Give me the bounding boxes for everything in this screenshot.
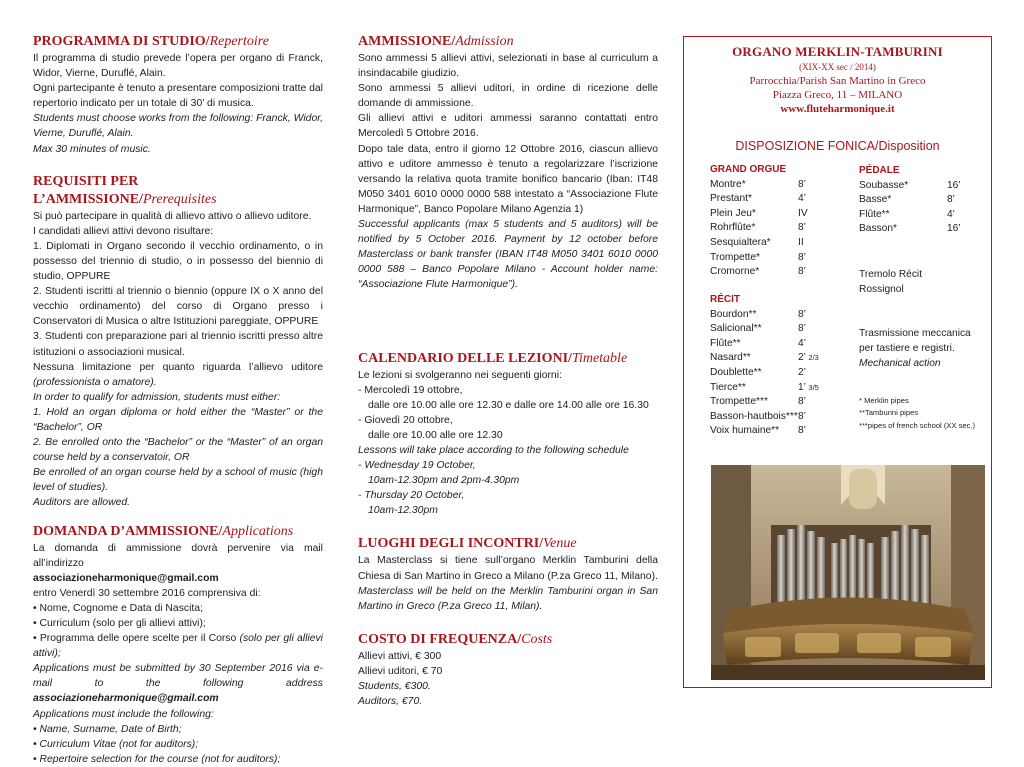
grand-orgue-title: GRAND ORGUE [710,164,787,175]
pedale-list [859,164,984,237]
app-line: entro Venerdì 30 settembre 2016 comprensiva di: [33,587,261,599]
app-bullet: • Programma delle opere scelte per il Corso (solo per gli allievi attivi); [33,633,323,660]
cal-en-line: - Wednesday 19 October, [358,460,476,472]
study-line: Ogni partecipante è tenuto a presentare composizioni tratte dal repertorio indicato per un totale di 30’ di musica. [33,83,323,110]
tremolo-label: Tremolo Récit [859,269,923,280]
disposition-heading: DISPOSIZIONE FONICA/Disposition [735,139,940,153]
organ-photo [711,465,985,680]
cal-line: dalle ore 10.00 alle ore 12.30 e dalle ore 14.00 alle ore 16.30 [368,399,649,411]
app-en-bullet: • Curriculum Vitae (not for auditors); [33,738,199,750]
cal-en-line: 10am-12.30pm and 2pm-4.30pm [368,475,520,487]
app-en-line: Applications must include the following: [33,708,214,720]
app-line: La domanda di ammissione dovrà pervenire via mail all’indirizzo [33,542,323,569]
recit-list [710,293,850,439]
cost-en-line: Auditors, €70. [358,696,423,708]
req-line: Si può partecipare in qualità di allievo attivo o allievo uditore. [33,210,312,222]
pipe-notes [859,395,975,432]
req-line: 1. Diplomati in Organo secondo il vecchio ordinamento, o in possesso del triennio di studio, o in possesso del biennio di studio, OPPURE [33,240,323,283]
venue-heading: LUOGHI DEGLI INCONTRI/Venue [358,536,577,552]
organ-parish: Parrocchia/Parish San Martino in Greco [749,75,926,87]
stop-row: Basson* 16’ [859,223,961,235]
note-line: ***pipes of french school (XX sec.) [859,420,976,430]
stop-row: Bourdon** 8’ [710,308,806,320]
study-heading: PROGRAMMA DI STUDIO/Repertoire [33,34,269,49]
app-bullet: • Curriculum (solo per gli allievi attivi); [33,618,206,629]
stop-row: Flûte** 4’ [859,208,955,220]
mechanics-note [859,326,971,371]
stop-row: Soubasse* 16’ [859,179,961,191]
accessories [859,267,922,297]
adm-line: Sono ammessi 5 allievi attivi, selezionati in base al curriculum a insindacabile giudizio. [358,53,658,80]
app-email-link[interactable]: associazioneharmonique@gmail.com [33,572,219,584]
calendar-heading: CALENDARIO DELLE LEZIONI/Timetable [358,350,628,366]
stop-row: Salicional** 8’ [710,323,806,335]
app-en-bullet: • Name, Surname, Date of Birth; [33,723,182,735]
pedale-title: PÉDALE [859,165,900,176]
application-section [33,523,323,767]
note-line: * Merklin pipes [859,396,909,405]
req-en-line: 2. Be enrolled onto the “Bachelor” or the “Master” of an organ course held by a conservatoir, OR [33,437,323,464]
study-en-line: Max 30 minutes of music. [33,143,151,155]
app-bullet: • Nome, Cognome e Data di Nascita; [33,602,203,614]
adm-en-line: Successful applicants (max 5 students and 5 auditors) will be notified by 5 October 2016. Payment by 12 october before Masterclass or bank transfer (IBAN IT48 M050 3401 6010 0000 0000 588 – Banco Popolare Milano - Account holder name: “Associazione Flute Harmonique”). [358,219,658,291]
req-en-line: In order to qualify for admission, students must either: [33,391,281,403]
admission-heading: AMMISSIONE/Admission [358,34,514,49]
left-column [33,33,323,767]
cal-en-line: - Thursday 20 October, [358,490,465,502]
cal-line: dalle ore 10.00 alle ore 12.30 [368,429,503,441]
venue-section [358,535,658,613]
admission-section [358,33,658,293]
cost-line: Allievi uditori, € 70 [358,665,443,677]
cal-line: Le lezioni si svolgeranno nei seguenti giorni: [358,369,562,381]
cal-line: - Giovedì 20 ottobre, [358,414,453,426]
req-en-line: Be enrolled of an organ course held by a school of music (high level of studies). [33,467,323,494]
cal-en-line: 10am-12.30pm [368,505,438,517]
stop-row: Cromorne* 8’ [710,266,806,278]
middle-column [358,33,658,709]
req-line: 2. Studenti iscritti al triennio o biennio (oppure IX o X anno del vecchio ordinamento) del corso di Organo presso i Conservatori di Musica o altre Istituzioni pareggiate, OPPURE [33,286,323,328]
mech-line: per tastiere e registri. [859,343,955,354]
app-en-line: Applications must be submitted by 30 September 2016 via e-mail to the following address associazioneharmonique@gmail.com [33,663,323,705]
stop-row: Montre* 8’ [710,178,806,190]
organ-website-link[interactable]: www.fluteharmonique.it [780,103,895,115]
organ-years: (XIX-XX sec / 2014) [799,62,876,72]
note-line: **Tamburini pipes [859,408,919,418]
stop-row: Trompette* 8’ [710,251,806,263]
stop-row: Voix humaine** 8’ [710,425,806,437]
stop-row: Trompette*** 8’ [710,396,806,408]
study-en-line: Students must choose works from the following: Franck, Widor, Vierne, Duruflé, Alain. [33,113,323,140]
req-line: Nessuna limitazione per quanto riguarda l’allievo uditore (professionista o amatore). [33,361,323,388]
req-line: I candidati allievi attivi devono risultare: [33,225,214,237]
req-line: 3. Studenti con preparazione pari al triennio iscritti presso altre istituzioni o associazioni musical. [33,331,323,358]
stop-row: Rohrflûte* 8’ [710,222,806,234]
stop-row: Basson-hautbois*** 8’ [710,410,806,422]
app-en-bullet: • Repertoire selection for the course (not for auditors); [33,753,281,765]
organ-photo-illustration [711,465,985,680]
adm-line: Sono ammessi 5 allievi uditori, in ordine di ricezione delle domande di ammissione. [358,83,658,110]
stop-row: Doublette** 2’ [710,366,806,378]
stop-row: Flûte** 4’ [710,337,806,349]
rossignol-label: Rossignol [859,284,904,295]
adm-line: Dopo tale data, entro il giorno 12 Ottobre 2016, ciascun allievo attivo e uditore ammesso è tenuto a regolarizzare l’iscrizione versando la relativa quota tramite bonifico bancario (Iban: IT48 M050 3401 6010 0000 0000 588 intestato a “Associazione Flute Harmonique”, Banco Popolare Milano Agenzia 1) [358,143,658,215]
venue-en-line: Masterclass will be held on the Merklin Tamburini organ in San Martino in Greco (P.za Greco 11, Milan). [358,585,658,612]
cal-line: - Mercoledì 19 ottobre, [358,384,463,396]
organ-address: Piazza Greco, 11 – MILANO [772,89,903,101]
stop-row: Basse* 8’ [859,194,955,206]
costs-section [358,631,658,709]
recit-title: RÉCIT [710,294,740,305]
grand-orgue-list [710,163,850,280]
study-section [33,33,323,157]
requirements-section [33,173,323,511]
stop-row: Plein Jeu* IV [710,207,808,219]
study-line: Il programma di studio prevede l’opera per organo di Franck, Widor, Vierne, Duruflé, Alain. [33,53,323,80]
req-en-line: Auditors are allowed. [33,497,131,509]
stop-row: Nasard** 2’ 2/3 [710,352,819,364]
mech-en-line: Mechanical action [859,358,941,369]
stop-row: Sesquialtera* II [710,236,804,248]
cost-en-line: Students, €300. [358,681,431,692]
organ-title: ORGANO MERKLIN-TAMBURINI [732,44,943,59]
stop-row: Prestant* 4’ [710,193,806,205]
app-en-email-link[interactable]: associazioneharmonique@gmail.com [33,693,219,705]
application-heading: DOMANDA D’AMMISSIONE/Applications [33,523,294,539]
mech-line: Trasmissione meccanica [859,328,971,339]
venue-line: La Masterclass si tiene sull’organo Merklin Tamburini della Chiesa di San Martino in Greco a Milano (P.za Greco 11, Milano). [358,555,658,582]
calendar-section [358,350,658,519]
adm-line: Gli allievi attivi e uditori ammessi saranno contattati entro Mercoledì 5 Ottobre 2016. [358,113,658,140]
organ-panel [683,36,992,688]
requirements-heading: REQUISITI PER L’AMMISSIONE/Prerequisites [33,173,217,207]
cost-line: Allievi attivi, € 300 [358,650,442,662]
req-en-line: 1. Hold an organ diploma or hold either the “Master” or the “Bachelor”, OR [33,406,323,433]
stop-row: Tierce** 1’ 3/5 [710,381,819,393]
cal-en-line: Lessons will take place according to the following schedule [358,444,629,456]
costs-heading: COSTO DI FREQUENZA/Costs [358,631,553,647]
